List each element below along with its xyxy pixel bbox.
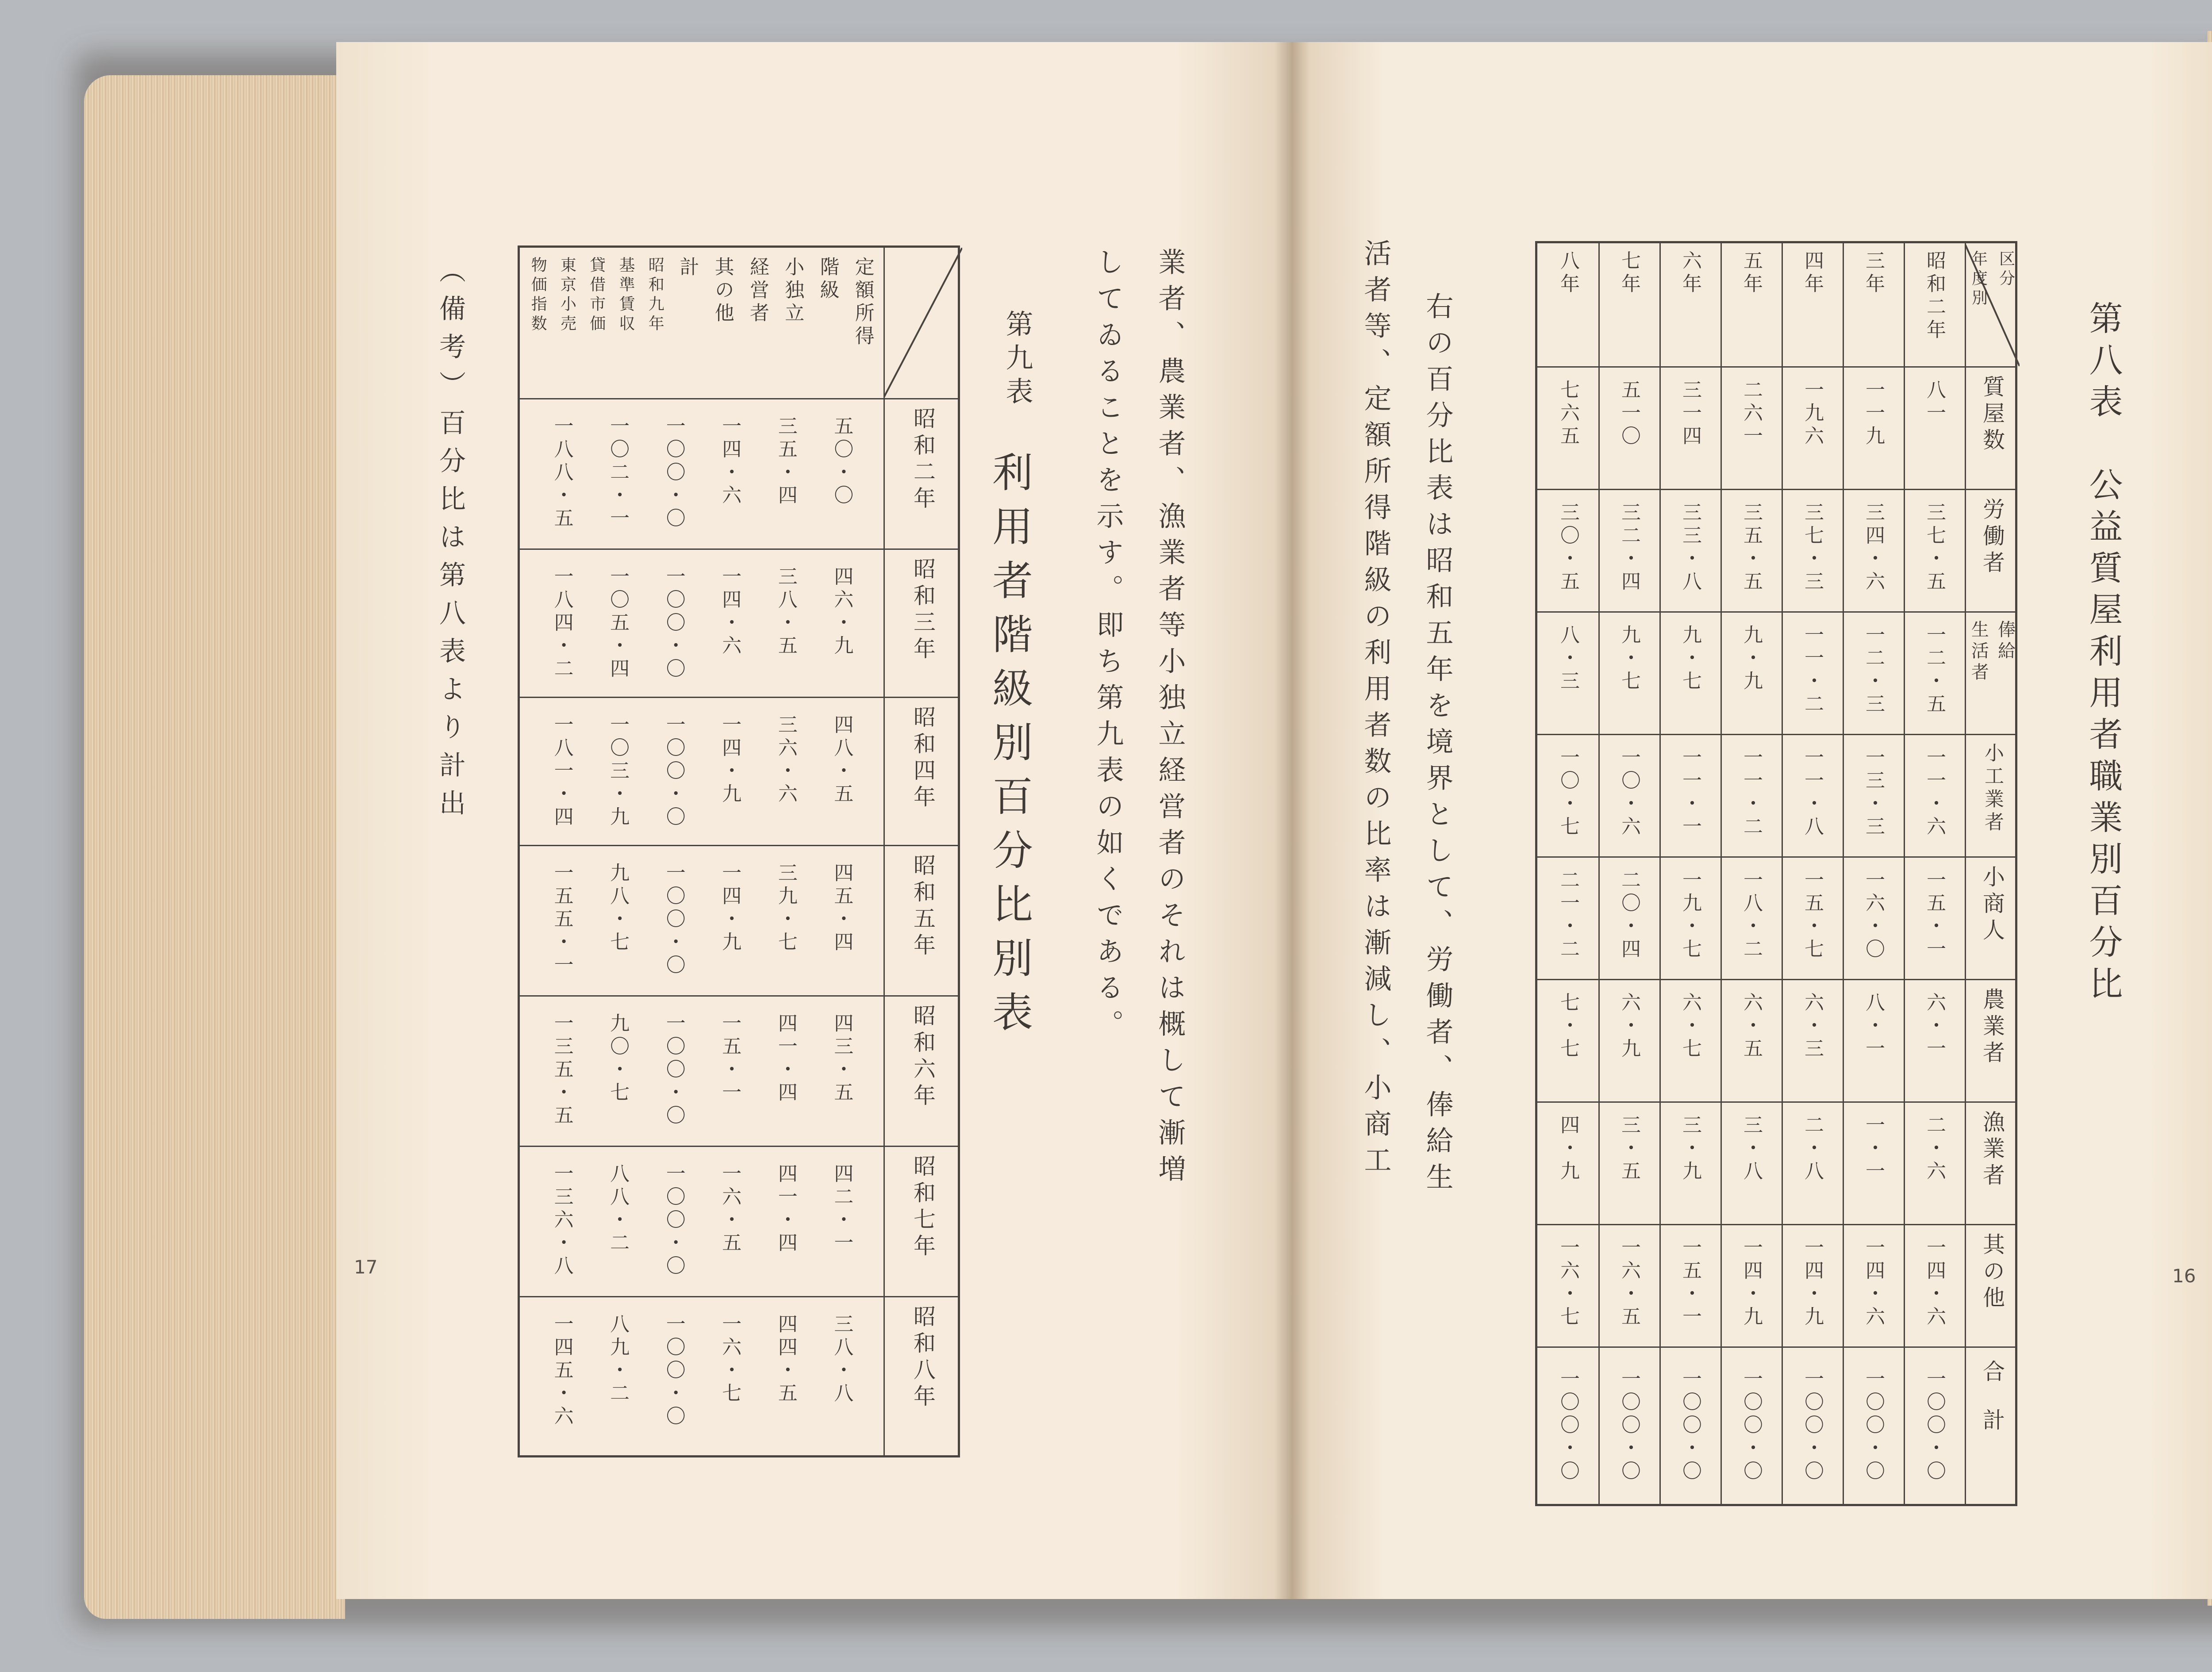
table8-corner-label: 区分 <box>1997 250 2015 289</box>
table9-value: 一六・七 <box>718 1314 741 1406</box>
table8-value: 六・五 <box>1740 992 1763 1061</box>
table9-value: 一四・九 <box>718 714 741 806</box>
table8-category-label: 俸給 <box>1995 620 2016 663</box>
table8-value: 一三・三 <box>1862 747 1885 839</box>
table8-value: 一〇〇・〇 <box>1740 1369 1763 1484</box>
table8-year-label: 五年 <box>1740 250 1763 296</box>
table9-value: 一三五・五 <box>550 1013 573 1128</box>
table9-year-label: 昭和三年 <box>910 557 936 663</box>
table8 <box>1535 241 2017 1506</box>
table9-value: 一〇〇・〇 <box>662 566 685 681</box>
table8-category <box>1965 979 2020 1101</box>
table8-year-label: 三年 <box>1862 250 1885 296</box>
table9-value: 四五・四 <box>830 863 853 955</box>
table9-value: 一〇三・九 <box>607 714 630 829</box>
table8-value: 一〇〇・〇 <box>1557 1369 1579 1484</box>
table9-value: 五〇・〇 <box>830 416 853 508</box>
table9-remark: （備考）百分比は第八表より計出 <box>435 257 466 827</box>
table9-value: 四三・五 <box>830 1013 853 1105</box>
table8-value: 二・六 <box>1923 1115 1946 1184</box>
left-paragraph-line-1: 業者、農業者、漁業者等小独立経営者のそれは概して漸増 <box>1154 248 1186 1191</box>
table8-value: 一五・一 <box>1679 1237 1701 1329</box>
table8-value: 一四・六 <box>1923 1237 1946 1329</box>
table8-value: 一二・五 <box>1923 625 1946 717</box>
table8-values-row <box>1537 734 1965 856</box>
left-paragraph-line-2: してゐることを示す。即ち第九表の如くである。 <box>1092 248 1124 1046</box>
table8-category <box>1965 1101 2020 1224</box>
table9-values-row <box>520 1296 883 1457</box>
table9-value: 三八・八 <box>830 1314 853 1406</box>
table8-value: 一六・七 <box>1557 1237 1579 1329</box>
table9-corner-label: 定額所得 <box>851 257 874 349</box>
table9-value: 一〇二・一 <box>607 416 630 531</box>
table9-year-label: 昭和六年 <box>910 1004 936 1110</box>
table8-value: 二・八 <box>1801 1115 1824 1184</box>
table8-value: 四・九 <box>1557 1115 1579 1184</box>
table9-value: 一〇〇・〇 <box>662 1314 685 1429</box>
table8-year-row <box>1537 243 1965 366</box>
table8-value: 三四・六 <box>1862 502 1885 594</box>
table8-value: 一〇・六 <box>1618 747 1640 839</box>
table9-year-label: 昭和八年 <box>910 1305 936 1411</box>
page-edges-left <box>84 75 345 1619</box>
table8-values-row <box>1537 366 1965 489</box>
table8-value: 三五・五 <box>1740 502 1763 594</box>
table8-values-row <box>1537 489 1965 611</box>
table9-corner-label: 階級 <box>816 257 839 303</box>
table9 <box>518 245 960 1457</box>
table9-value: 一四・九 <box>718 863 741 955</box>
table9-title: 利用者階級別百分比別表 <box>986 451 1033 1045</box>
table8-year-label: 八年 <box>1557 250 1579 296</box>
table9-row-header: 基準賃収 <box>617 257 635 334</box>
table8-category <box>1965 611 2020 734</box>
right-paragraph-line-2: 活者等、定額所得階級の利用者数の比率は漸減し、小商工 <box>1359 239 1392 1182</box>
table8-category-label: 合計 <box>1979 1360 2005 1457</box>
table8-values-row <box>1537 979 1965 1101</box>
table8-value: 一〇〇・〇 <box>1618 1369 1640 1484</box>
table8-category <box>1965 1224 2020 1346</box>
table8-category-label: 其の他 <box>1979 1233 2005 1312</box>
table8-value: 二〇・四 <box>1618 870 1640 962</box>
table9-year-label: 昭和二年 <box>910 407 936 513</box>
table8-value: 一一九 <box>1862 380 1885 449</box>
table9-value: 一四・六 <box>718 416 741 508</box>
table9-header-row <box>520 248 883 398</box>
table8-value: 一四・六 <box>1862 1237 1885 1329</box>
table8-value: 一〇〇・〇 <box>1923 1369 1946 1484</box>
table9-value: 一〇〇・〇 <box>662 863 685 978</box>
table8-year-label: 昭和二年 <box>1923 250 1946 342</box>
table8-category-label: 生活者 <box>1968 620 1989 684</box>
table9-values-row <box>520 1146 883 1296</box>
table8-value: 六・七 <box>1679 992 1701 1061</box>
table8-value: 一五・七 <box>1801 870 1824 962</box>
table9-value: 三五・四 <box>774 416 797 508</box>
table8-value: 三・五 <box>1618 1115 1640 1184</box>
table8-value: 一六・〇 <box>1862 870 1885 962</box>
table8-value: 三一四 <box>1679 380 1701 449</box>
table9-value: 三九・七 <box>774 863 797 955</box>
table8-value: 二一・二 <box>1557 870 1579 962</box>
table9-value: 九〇・七 <box>607 1013 630 1105</box>
table8-value: 二六一 <box>1740 380 1763 449</box>
table9-row-header: 計 <box>676 257 699 280</box>
table8-title: 第八表 公益質屋利用者職業別百分比 <box>2084 301 2123 1008</box>
table9-year <box>883 1296 962 1457</box>
table9-values-row <box>520 995 883 1146</box>
table8-value: 六・三 <box>1801 992 1824 1061</box>
table8-values-row <box>1537 856 1965 979</box>
table8-value: 三・九 <box>1679 1115 1701 1184</box>
table9-corner-diagonal <box>883 248 962 398</box>
table9-year <box>883 398 962 548</box>
table8-value: 三・八 <box>1740 1115 1763 1184</box>
table8-year-label: 四年 <box>1801 250 1824 296</box>
table8-value: 一〇〇・〇 <box>1679 1369 1701 1484</box>
table9-value: 一六・五 <box>718 1163 741 1255</box>
table8-value: 八・一 <box>1862 992 1885 1061</box>
table9-value: 一〇〇・〇 <box>662 1163 685 1278</box>
table8-value: 三三・八 <box>1679 502 1701 594</box>
right-paragraph-line-1: 右の百分比表は昭和五年を境界として、労働者、俸給生 <box>1421 292 1454 1199</box>
table9-year-label: 昭和四年 <box>910 706 936 812</box>
table8-year-label: 六年 <box>1679 250 1701 296</box>
table8-value: 九・七 <box>1679 625 1701 694</box>
table8-values-row <box>1537 1101 1965 1224</box>
table9-year <box>883 548 962 697</box>
table9-year <box>883 697 962 845</box>
table9-values-row <box>520 548 883 697</box>
table8-category-label: 漁業者 <box>1979 1110 2005 1190</box>
table8-value: 三〇・五 <box>1557 502 1579 594</box>
table9-row-header: 物価指数 <box>529 257 547 334</box>
table9-value: 四一・四 <box>774 1013 797 1105</box>
table9-row-header: 東京小売 <box>558 257 576 334</box>
table8-category-label: 農業者 <box>1979 988 2005 1067</box>
table9-value: 四八・五 <box>830 714 853 806</box>
table9-value: 一三六・八 <box>550 1163 573 1278</box>
table9-year-label: 昭和五年 <box>910 854 936 960</box>
table9-row-header: 其の他 <box>711 257 734 326</box>
book-gutter <box>1274 42 1310 1599</box>
table8-value: 一九・七 <box>1679 870 1701 962</box>
table8-value: 六・一 <box>1923 992 1946 1061</box>
table9-value: 一〇〇・〇 <box>662 714 685 829</box>
table8-corner <box>1965 243 2020 366</box>
table9-value: 一〇〇・〇 <box>662 416 685 531</box>
table8-value: 一一・二 <box>1801 625 1824 717</box>
table8-year-label: 七年 <box>1618 250 1640 296</box>
table9-value: 一八一・四 <box>550 714 573 829</box>
table8-category <box>1965 366 2020 489</box>
table9-year-label: 昭和七年 <box>910 1154 936 1261</box>
table9-value: 一五・一 <box>718 1013 741 1105</box>
table9-row-header: 昭和九年 <box>646 257 664 334</box>
table9-value: 八八・二 <box>607 1163 630 1255</box>
table9-year <box>883 995 962 1146</box>
page-number-right: 16 <box>2172 1265 2196 1287</box>
table8-value: 七六五 <box>1557 380 1579 449</box>
table8-value: 一二・三 <box>1862 625 1885 717</box>
table9-value: 一八四・二 <box>550 566 573 681</box>
table9-row-header: 貸借市価 <box>587 257 606 334</box>
table9-value: 一〇五・四 <box>607 566 630 681</box>
table9-values-row <box>520 845 883 995</box>
table8-value: 一六・五 <box>1618 1237 1640 1329</box>
table9-value: 四四・五 <box>774 1314 797 1406</box>
table8-value: 九・七 <box>1618 625 1640 694</box>
table8-value: 七・七 <box>1557 992 1579 1061</box>
table8-value: 五一〇 <box>1618 380 1640 449</box>
table8-value: 一四・九 <box>1801 1237 1824 1329</box>
table8-value: 一一・八 <box>1801 747 1824 839</box>
table8-category <box>1965 489 2020 611</box>
table9-row-header: 小独立 <box>781 257 804 326</box>
table9-value: 四一・四 <box>774 1163 797 1255</box>
table8-value: 一〇・七 <box>1557 747 1579 839</box>
table9-row-header: 経営者 <box>746 257 769 326</box>
table9-value: 一五五・一 <box>550 863 573 978</box>
table8-category-label: 質屋数 <box>1979 375 2005 455</box>
table8-corner-label: 年度別 <box>1969 250 1988 309</box>
table8-value: 八・三 <box>1557 625 1579 694</box>
table9-value: 一四・六 <box>718 566 741 658</box>
table8-value: 一一・一 <box>1679 747 1701 839</box>
table8-values-row <box>1537 611 1965 734</box>
table8-value: 三二・四 <box>1618 502 1640 594</box>
table8-value: 一四・九 <box>1740 1237 1763 1329</box>
table8-value: 一一・二 <box>1740 747 1763 839</box>
table9-value: 一八八・五 <box>550 416 573 531</box>
table9-value: 三八・五 <box>774 566 797 658</box>
table9-value: 八九・二 <box>607 1314 630 1406</box>
table8-category-label: 小工業者 <box>1981 743 2004 835</box>
table9-value: 一四五・六 <box>550 1314 573 1429</box>
table8-value: 一・一 <box>1862 1115 1885 1184</box>
table8-value: 八一 <box>1923 380 1946 426</box>
table9-year <box>883 1146 962 1296</box>
table8-value: 一〇〇・〇 <box>1862 1369 1885 1484</box>
table8-value: 一五・一 <box>1923 870 1946 962</box>
table8-value: 一八・二 <box>1740 870 1763 962</box>
table8-category <box>1965 1346 2020 1508</box>
table9-value: 一〇〇・〇 <box>662 1013 685 1128</box>
table8-values-row <box>1537 1224 1965 1346</box>
table8-value: 一一・六 <box>1923 747 1946 839</box>
table8-category-label: 労働者 <box>1979 498 2005 577</box>
table9-values-row <box>520 398 883 548</box>
table8-category <box>1965 734 2020 856</box>
table8-value: 三七・五 <box>1923 502 1946 594</box>
page-number-left: 17 <box>354 1256 378 1278</box>
table9-value: 四二・一 <box>830 1163 853 1255</box>
table8-value: 九・九 <box>1740 625 1763 694</box>
table9-year <box>883 845 962 995</box>
table9-label: 第九表 <box>1001 310 1033 410</box>
table8-value: 六・九 <box>1618 992 1640 1061</box>
table9-value: 四六・九 <box>830 566 853 658</box>
table8-category-label: 小商人 <box>1979 865 2005 945</box>
table8-values-row <box>1537 1346 1965 1508</box>
table9-values-row <box>520 697 883 845</box>
table8-category <box>1965 856 2020 979</box>
table9-value: 三六・六 <box>774 714 797 806</box>
table9-value: 九八・七 <box>607 863 630 955</box>
table8-value: 一〇〇・〇 <box>1801 1369 1824 1484</box>
table8-value: 一九六 <box>1801 380 1824 449</box>
table8-value: 三七・三 <box>1801 502 1824 594</box>
